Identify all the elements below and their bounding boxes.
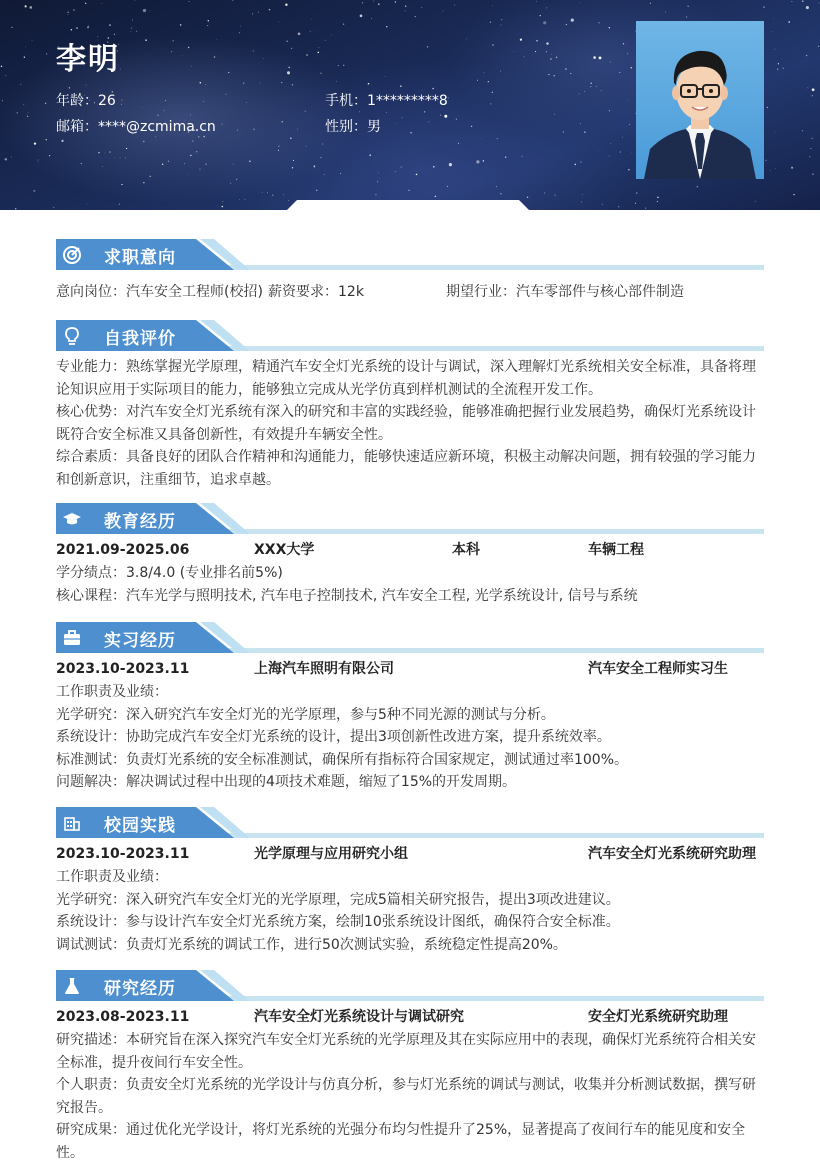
gender-info: 性别：男 (325, 119, 381, 135)
intent-position: 意向岗位：汽车安全工程师(校招) (56, 284, 263, 300)
section-title: 求职意向 (104, 248, 176, 268)
section-title: 自我评价 (104, 329, 176, 349)
internship-company: 上海汽车照明有限公司 (254, 661, 394, 677)
campus-line: 光学研究：深入研究汽车安全灯光的光学原理，完成5篇相关研究报告，提出3项改进建议。 (56, 891, 620, 908)
section-header (56, 320, 764, 352)
building-icon (62, 813, 82, 833)
intent-industry: 期望行业：汽车零部件与核心部件制造 (446, 284, 684, 300)
graduation-cap-icon (62, 509, 82, 529)
section-title: 研究经历 (104, 979, 176, 999)
profile-photo (636, 21, 764, 179)
briefcase-icon (62, 628, 82, 648)
research-date: 2023.08-2023.11 (56, 1009, 190, 1025)
education-degree: 本科 (452, 542, 480, 558)
campus-date: 2023.10-2023.11 (56, 846, 190, 862)
email-info: 邮箱：****@zcmima.cn (56, 119, 216, 135)
education-major: 车辆工程 (588, 542, 644, 558)
self-eval-line: 综合素质：具备良好的团队合作精神和沟通能力，能够快速适应新环境，积极主动解决问题，拥有较强的学习能力和创新意识，注重细节，追求卓越。 (56, 449, 756, 488)
education-school: XXX大学 (254, 542, 315, 558)
internship-line: 系统设计：协助完成汽车安全灯光系统的设计，提出3项创新性改进方案，提升系统效率。 (56, 729, 611, 745)
phone-info: 手机：1*********8 (325, 93, 448, 109)
self-eval-line: 核心优势：对汽车安全灯光系统有深入的研究和丰富的实践经验，能够准确把握行业发展趋势，确保灯光系统设计既符合安全标准又具备创新性，有效提升车辆安全性。 (56, 404, 756, 443)
section-title: 实习经历 (104, 631, 176, 651)
section-header (56, 807, 764, 839)
education-gpa: 学分绩点：3.8/4.0 (专业排名前5%) (56, 565, 283, 581)
section-title: 教育经历 (104, 512, 176, 532)
resume-header (0, 0, 820, 210)
age-info: 年龄：26 (56, 93, 116, 109)
header-notch-decoration (287, 200, 529, 210)
section-header (56, 503, 764, 535)
campus-org: 光学原理与应用研究小组 (254, 846, 408, 862)
internship-line: 问题解决：解决调试过程中出现的4项技术难题，缩短了15%的开发周期。 (56, 774, 517, 790)
candidate-name: 李明 (56, 42, 120, 77)
campus-role: 汽车安全灯光系统研究助理 (588, 846, 756, 862)
section-internship (56, 622, 764, 794)
education-row (56, 539, 764, 562)
section-self-evaluation (56, 320, 764, 491)
section-research (56, 970, 764, 1160)
section-header (56, 239, 764, 271)
research-line: 个人职责：负责安全灯光系统的光学设计与仿真分析，参与灯光系统的调试与测试，收集并分析测试数据，撰写研究报告。 (56, 1077, 756, 1116)
portrait-illustration (636, 21, 764, 179)
research-line: 研究成果：通过优化光学设计，将灯光系统的光强分布均匀性提升了25%，显著提高了夜间行车的能见度和安全性。 (56, 1122, 746, 1160)
intent-salary: 薪资要求：12k (268, 284, 364, 300)
internship-line: 工作职责及业绩： (56, 684, 168, 700)
section-campus-practice (56, 807, 764, 956)
section-education (56, 503, 764, 607)
research-line: 研究描述：本研究旨在深入探究汽车安全灯光系统的光学原理及其在实际应用中的表现，确保灯光系统符合相关安全标准，提升夜间行车安全性。 (56, 1032, 756, 1071)
research-role: 安全灯光系统研究助理 (588, 1009, 728, 1025)
education-date: 2021.09-2025.06 (56, 542, 190, 558)
section-job-intent (56, 239, 764, 304)
section-header (56, 970, 764, 1002)
internship-date: 2023.10-2023.11 (56, 661, 190, 677)
education-courses: 核心课程：汽车光学与照明技术, 汽车电子控制技术, 汽车安全工程, 光学系统设计, 信号与系统 (56, 587, 638, 604)
lightbulb-icon (62, 326, 82, 346)
internship-line: 标准测试：负责灯光系统的安全标准测试，确保所有指标符合国家规定，测试通过率100%。 (56, 751, 629, 768)
campus-line: 工作职责及业绩： (56, 869, 168, 885)
self-eval-line: 专业能力：熟练掌握光学原理，精通汽车安全灯光系统的设计与调试，深入理解灯光系统相关安全标准，具备将理论知识应用于实际项目的能力，能够独立完成从光学仿真到样机测试的全流程开发工作。 (56, 359, 756, 398)
internship-line: 光学研究：深入研究汽车安全灯光的光学原理，参与5种不同光源的测试与分析。 (56, 706, 555, 723)
campus-line: 系统设计：参与设计汽车安全灯光系统方案，绘制10张系统设计图纸，确保符合安全标准。 (56, 914, 620, 930)
target-icon (62, 245, 82, 265)
section-header (56, 622, 764, 654)
section-title: 校园实践 (104, 816, 176, 836)
internship-role: 汽车安全工程师实习生 (588, 661, 728, 677)
research-project: 汽车安全灯光系统设计与调试研究 (254, 1009, 464, 1025)
flask-icon (62, 976, 82, 996)
campus-line: 调试测试：负责灯光系统的调试工作，进行50次测试实验，系统稳定性提高20%。 (56, 936, 567, 953)
research-row (56, 1006, 764, 1029)
campus-row (56, 843, 764, 866)
internship-row (56, 658, 764, 681)
